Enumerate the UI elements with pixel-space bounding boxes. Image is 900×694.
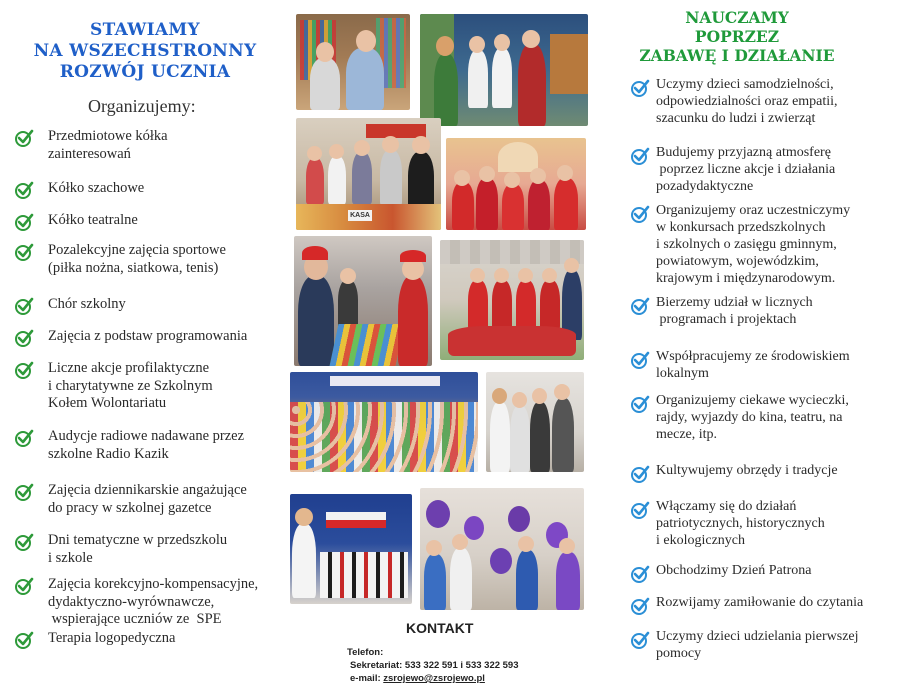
text-line: Kultywujemy obrzędy i tradycje [656,463,838,478]
text-line: wspierające uczniów ze SPE [48,611,222,627]
left-list-item-text [48,242,226,277]
text-line: Kołem Wolontariatu [48,395,167,411]
contact-heading: KONTAKT [406,620,474,636]
check-icon [14,328,34,353]
left-title: STAWIAMY NA WSZECHSTRONNY ROZWÓJ UCZNIA [33,20,257,82]
photo-sports-team [440,240,584,360]
text-line: Pozalekcyjne zajęcia sportowe [48,242,226,258]
contact-secretariat: Sekretariat: 533 322 591 i 533 322 593 [350,660,519,671]
contact-email-line [350,673,485,684]
right-title: NAUCZAMY POPRZEZ ZABAWĘ I DZIAŁANIE [639,8,835,65]
photo-stage-play [420,14,588,126]
text-line: rajdy, wyjazdy do kina, teatru, na [656,410,843,425]
text-line: w konkursach przedszkolnych [656,220,826,235]
check-icon [630,596,650,621]
right-list-item-text [656,144,835,195]
text-line: i ekologicznych [656,533,746,548]
check-icon [630,464,650,489]
text-line: szkolne Radio Kazik [48,445,169,462]
check-icon [630,204,650,229]
left-list-item [14,212,290,230]
left-list-item [14,328,290,346]
check-icon [630,78,650,103]
check-icon [14,360,34,385]
left-list-item [14,428,290,463]
right-list-item-text [656,294,813,328]
text-line: odpowiedzialności oraz empatii, [656,94,838,109]
check-icon [14,576,34,601]
left-list-item [14,242,290,277]
left-list-item-text [48,630,175,648]
text-line: i szkole [48,549,93,566]
contact-email-link[interactable]: zsrojewo@zsrojewo.pl [383,673,485,684]
photo-balloons [420,488,584,610]
left-list-item-text [48,328,247,346]
text-line: poprzez liczne akcje i działania [656,162,836,177]
check-icon [14,296,34,321]
right-list-item-text [656,562,812,579]
text-line: do pracy w szkolnej gazetce [48,499,212,516]
left-list-item [14,482,290,517]
left-list-item [14,532,290,567]
text-line: Zajęcia korekcyjno-kompensacyjne, [48,576,259,592]
left-list-item-text [48,180,144,198]
left-list-item-text [48,482,247,517]
check-icon [14,242,34,267]
right-list-item-text [656,462,838,479]
right-list-item [630,628,898,662]
left-list-item-text [48,532,227,567]
right-list-item-text [656,348,850,382]
photo-patriotic [290,494,412,604]
right-list-item [630,594,898,611]
check-icon [630,296,650,321]
right-list-item [630,202,898,287]
right-list-item [630,76,898,127]
right-list-item-text [656,76,838,127]
text-line: powiatowym, wojewódzkim, [656,254,819,269]
text-line: Uczymy dzieci samodzielności, [656,77,834,92]
photo-book-fair [294,236,432,366]
text-line: Kółko szachowe [48,180,145,196]
photo-library [296,14,410,110]
text-line: patriotycznych, historycznych [656,516,825,531]
text-line: krajowym i międzynarodowym. [656,271,836,286]
text-line: Włączamy się do działań [656,499,797,514]
left-list-item-text [48,128,168,163]
text-line: Bierzemy udział w licznych [656,295,813,310]
text-line: lokalnym [656,366,709,381]
contact-phone-label: Telefon: [347,647,384,658]
left-list-item [14,630,290,648]
text-line: pomocy [656,646,702,661]
text-line: Rozwijamy zamiłowanie do czytania [656,595,864,610]
text-line: Kółko teatralne [48,212,138,228]
check-icon [630,350,650,375]
left-list-item-text [48,212,138,230]
text-line: Dni tematyczne w przedszkolu [48,532,228,548]
photo-assembly [290,372,478,472]
check-icon [14,128,34,153]
photo-students [486,372,584,472]
left-list-item-text [48,576,258,629]
check-icon [630,564,650,589]
text-line: Liczne akcje profilaktyczne [48,360,210,376]
left-list-item [14,180,290,198]
check-icon [630,394,650,419]
check-icon [14,428,34,453]
text-line: i charytatywne ze Szkolnym [48,377,213,394]
right-list-item-text [656,594,863,611]
text-line: Przedmiotowe kółka [48,128,168,144]
text-line: Budujemy przyjazną atmosferę [656,145,831,160]
text-line: Zajęcia dziennikarskie angażujące [48,482,247,498]
left-list-item [14,128,290,163]
check-icon [630,146,650,171]
check-icon [630,500,650,525]
left-list-item [14,360,290,413]
right-list-item [630,144,898,195]
check-icon [630,630,650,655]
right-list-item [630,498,898,549]
photo-bake-sale [296,118,441,230]
right-list-item-text [656,628,859,662]
text-line: Terapia logopedyczna [48,630,176,646]
text-line: Organizujemy oraz uczestniczymy [656,203,851,218]
right-list-item [630,562,898,579]
text-line: Zajęcia z podstaw programowania [48,328,248,344]
text-line: pozadydaktyczne [656,179,754,194]
text-line: Uczymy dzieci udzielania pierwszej [656,629,859,644]
right-list-item [630,294,898,328]
text-line: Obchodzimy Dzień Patrona [656,563,812,578]
check-icon [14,532,34,557]
text-line: zainteresowań [48,145,131,162]
right-list-item-text [656,392,849,443]
contact-email-label: e-mail: [350,673,384,684]
left-list-item-text [48,360,213,413]
text-line: programach i projektach [656,312,797,327]
check-icon [14,180,34,205]
text-line: Organizujemy ciekawe wycieczki, [656,393,849,408]
check-icon [14,630,34,655]
check-icon [14,482,34,507]
organizujemy-heading: Organizujemy: [88,96,196,116]
check-icon [14,212,34,237]
photo-banner-text: KASA [348,210,372,221]
text-line: Chór szkolny [48,296,126,312]
text-line: dydaktyczno-wyrównawcze, [48,593,215,610]
text-line: i szkolnych o zasięgu gminnym, [656,237,837,252]
left-list-item [14,296,290,314]
left-list-item-text [48,428,244,463]
text-line: (piłka nożna, siatkowa, tenis) [48,259,219,276]
text-line: mecze, itp. [656,427,718,442]
right-list-item-text [656,202,850,287]
right-list-item [630,462,898,479]
right-list-item [630,392,898,443]
text-line: szacunku do ludzi i zwierząt [656,111,816,126]
text-line: Audycje radiowe nadawane przez [48,428,245,444]
text-line: Współpracujemy ze środowiskiem [656,349,850,364]
photo-red-group [446,138,586,230]
right-list-item-text [656,498,825,549]
left-list-item-text [48,296,126,314]
right-list-item [630,348,898,382]
left-list-item [14,576,290,629]
